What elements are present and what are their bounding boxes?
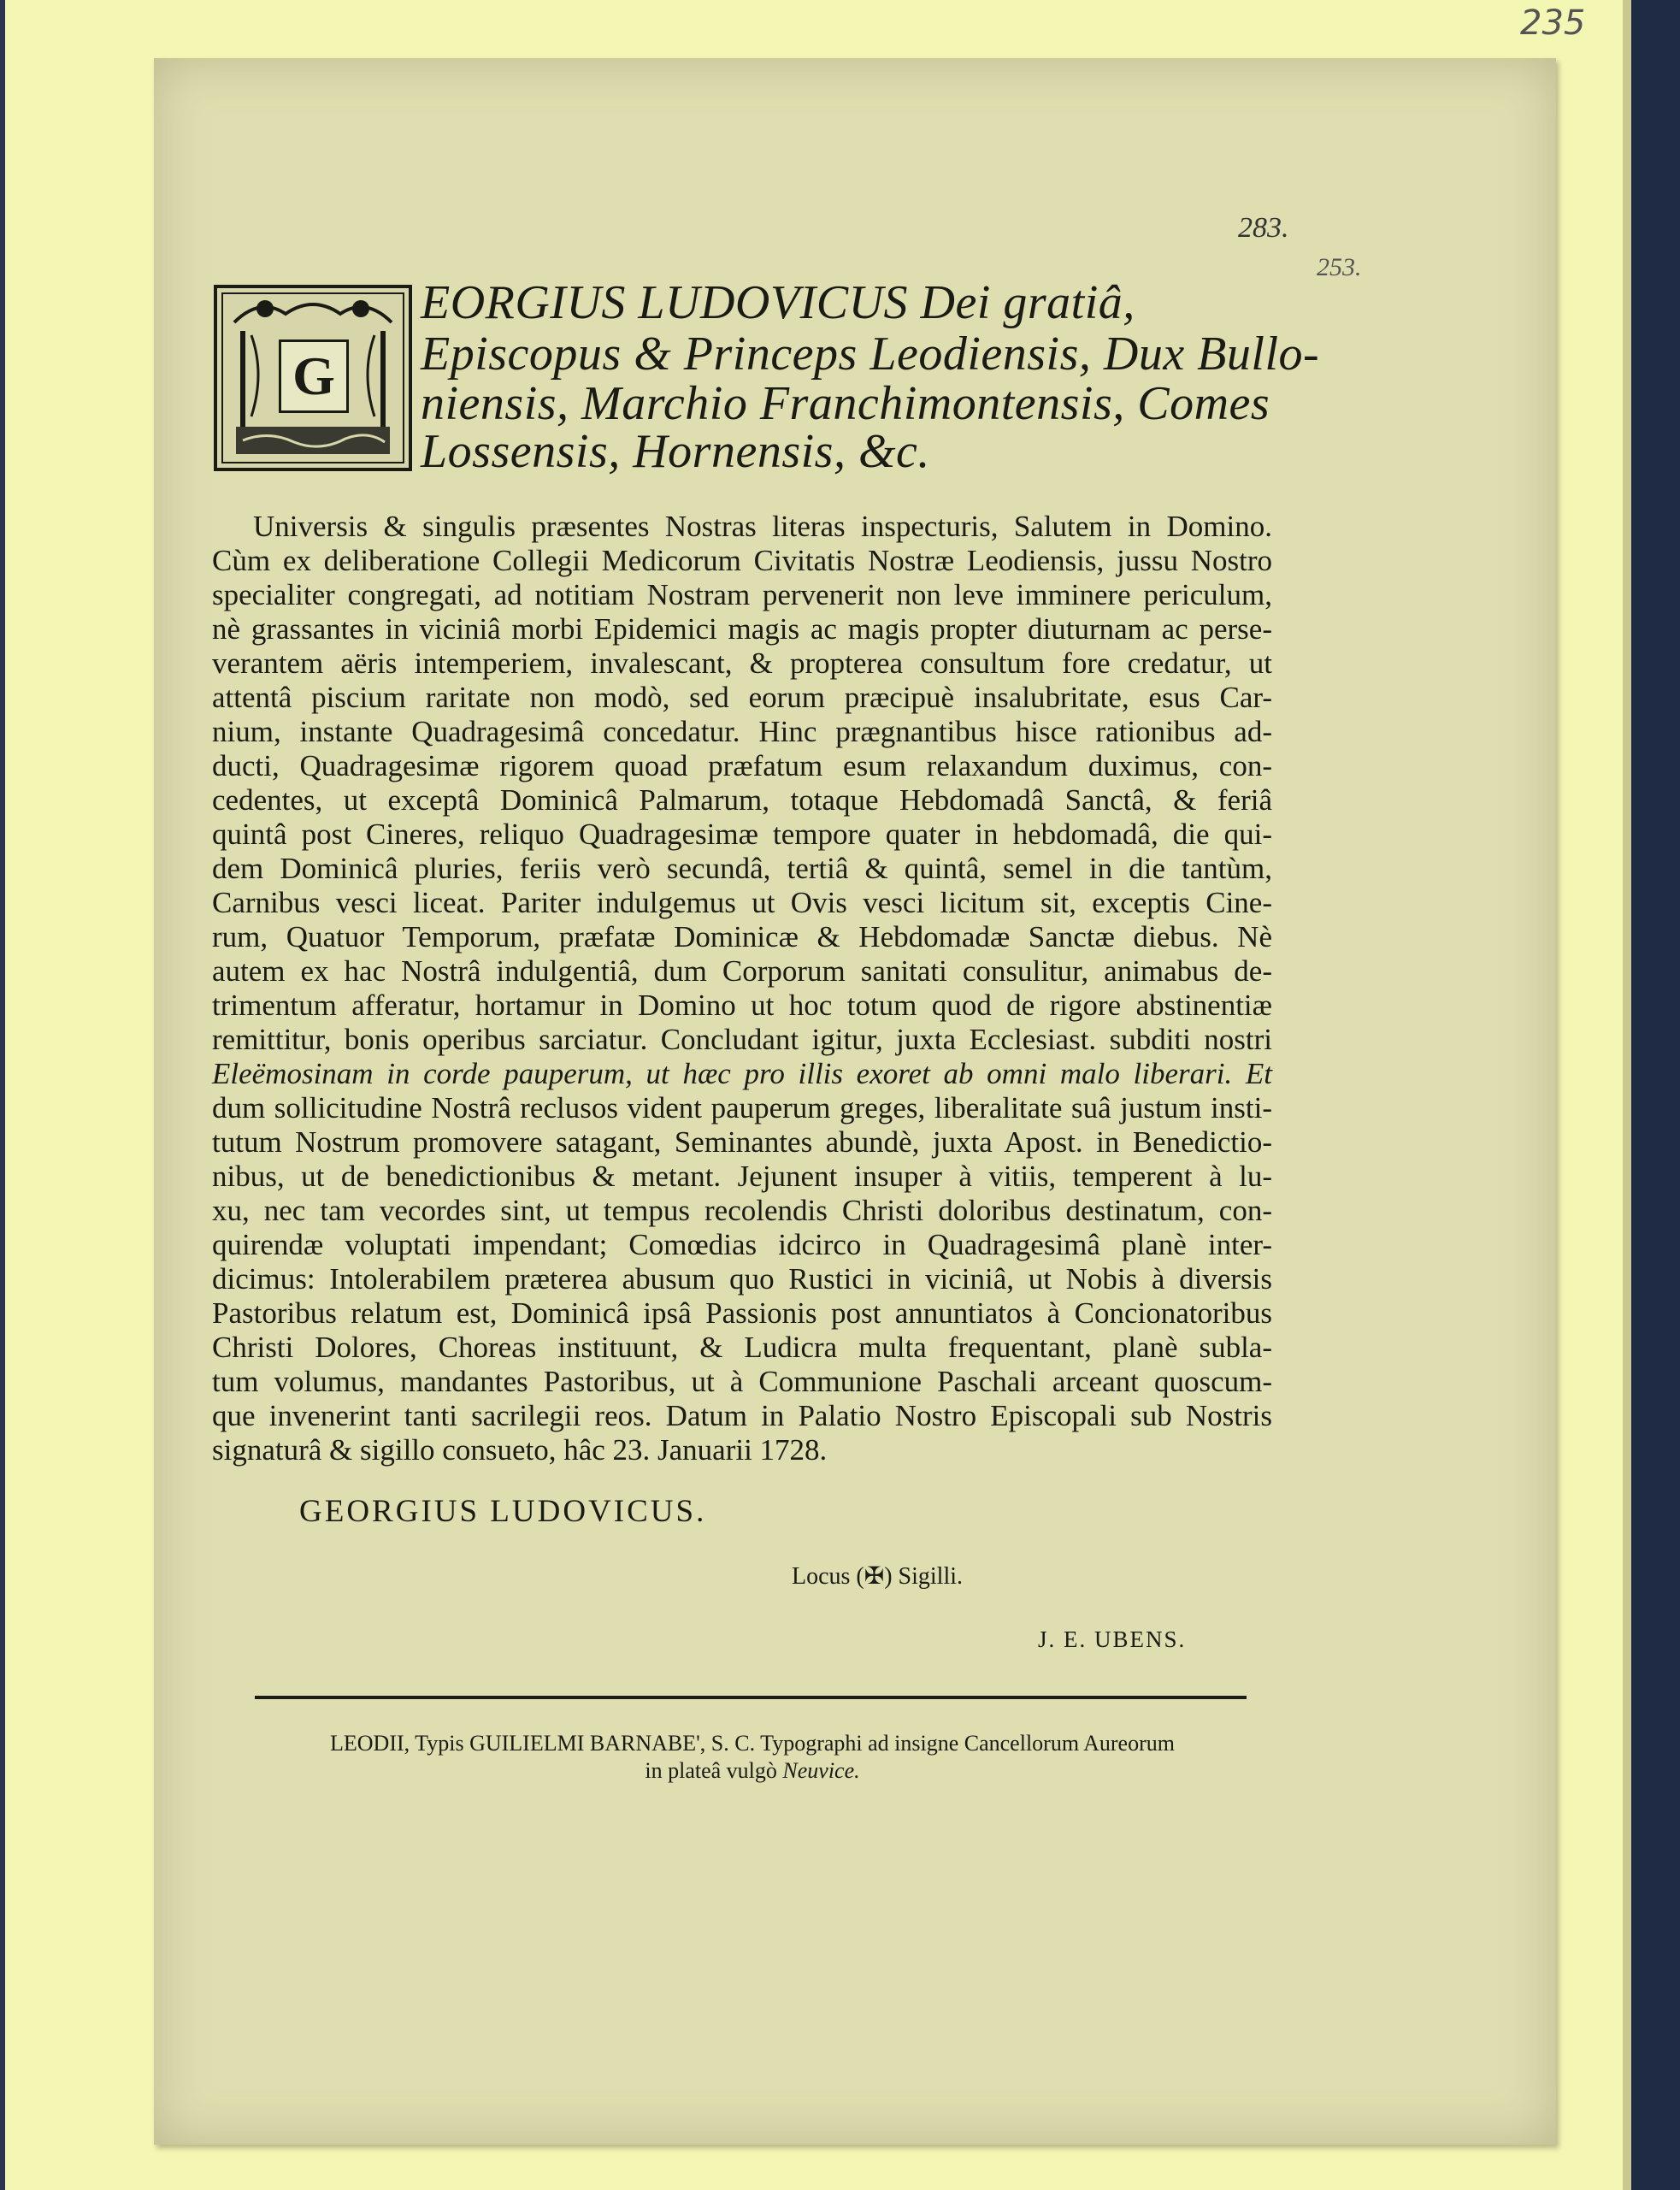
body-line: Cùm ex deliberatione Collegii Medicorum Civitatis Nostræ Leodiensis, jussu Nostro (212, 544, 1272, 577)
body-line: que invenerint tanti sacrilegii reos. Datum in Palatio Nostro Episcopali sub Nostris (212, 1399, 1272, 1432)
seal-placeholder: Locus (✠) Sigilli. (792, 1563, 964, 1590)
body-line: Christi Dolores, Choreas instituunt, & Ludicra multa frequentant, planè subla- (212, 1331, 1272, 1364)
folio-number: 235 (1520, 3, 1586, 43)
title-line: EORGIUS LUDOVICUS Dei gratiâ, (421, 276, 1135, 329)
title-line: Episcopus & Princeps Leodiensis, Dux Bullo- (421, 328, 1320, 381)
body-line: rum, Quatuor Temporum, præfatæ Dominicæ & Hebdomadæ Sanctæ diebus. Nè (212, 920, 1272, 953)
body-line: attentâ piscium raritate non modò, sed eorum præcipuè insalubritate, esus Car- (212, 681, 1272, 714)
body-line: nè grassantes in viciniâ morbi Epidemici magis ac magis propter diuturnam ac perse- (212, 612, 1272, 646)
body-line: xu, nec tam vecordes sint, ut tempus recolendis Christi doloribus destinatum, con- (212, 1194, 1272, 1227)
body-line: Pastoribus relatum est, Dominicâ ipsâ Passionis post annuntiatos à Concionatoribus (212, 1296, 1272, 1330)
title-line: niensis, Marchio Franchimontensis, Comes (421, 377, 1270, 430)
body-line: cedentes, ut exceptâ Dominicâ Palmarum, totaque Hebdomadâ Sanctâ, & feriâ (212, 783, 1272, 817)
body-line: ducti, Quadragesimæ rigorem quoad præfatum esum relaxandum duximus, con- (212, 749, 1272, 782)
imprint-prefix: in plateâ vulgò (645, 1758, 777, 1783)
body-line: quirendæ voluptati impendant; Comœdias idcirco in Quadragesimâ planè inter- (212, 1228, 1272, 1261)
printer-imprint: LEODII, Typis GUILIELMI BARNABE', S. C. Typographi ad insigne Cancellorum Aureorum (330, 1731, 1175, 1756)
body-line: specialiter congregati, ad notitiam Nostram pervenerit non leve imminere periculum, (212, 578, 1272, 611)
body-line: tutum Nostrum promovere satagant, Seminantes abundè, juxta Apost. in Benedictio- (212, 1125, 1272, 1159)
body-line: verantem aëris intemperiem, invalescant, & propterea consultum fore credatur, ut (212, 646, 1272, 680)
body-line: remittitur, bonis operibus sarciatur. Concludant igitur, juxta Ecclesiast. subditi nostri (212, 1023, 1272, 1056)
body-line: Universis & singulis præsentes Nostras literas inspecturis, Salutem in Domino. (253, 510, 1272, 543)
printer-imprint-address (256, 1758, 1248, 1784)
mount-left-edge (0, 0, 5, 2190)
page-number-new: 253. (1317, 253, 1362, 281)
signature-name: GEORGIUS LUDOVICUS. (299, 1494, 707, 1529)
body-line: tum volumus, mandantes Pastoribus, ut à Communione Paschali arceant quoscum- (212, 1365, 1272, 1398)
body-line: nium, instante Quadragesimâ concedatur. Hinc prægnantibus hisce rationibus ad- (212, 715, 1272, 748)
body-line: autem ex hac Nostrâ indulgentiâ, dum Corporum sanitati consulitur, animabus de- (212, 954, 1272, 988)
body-line-date: signaturâ & sigillo consueto, hâc 23. Januarii 1728. (212, 1433, 828, 1467)
decorated-initial (214, 285, 412, 471)
body-line: Carnibus vesci liceat. Pariter indulgemus ut Ovis vesci licitum sit, exceptis Cine- (212, 886, 1272, 919)
countersignature: J. E. UBENS. (1038, 1626, 1187, 1652)
divider-rule (255, 1696, 1247, 1699)
body-line-italic: Eleëmosinam in corde pauperum, ut hæc pro illis exoret ab omni malo liberari. Et (212, 1057, 1272, 1090)
body-line: dem Dominicâ pluries, feriis verò secundâ, tertiâ & quintâ, semel in die tantùm, (212, 852, 1272, 885)
page-number-old: 283. (1238, 212, 1289, 244)
imprint-place: Neuvice. (782, 1758, 860, 1783)
initial-letter: G (279, 339, 349, 413)
body-line: nibus, ut de benedictionibus & metant. Jejunent insuper à vitiis, temperent à lu- (212, 1160, 1272, 1193)
mount-right-edge (1631, 0, 1680, 2190)
body-line: quintâ post Cineres, reliquo Quadragesimæ tempore quater in hebdomadâ, die qui- (212, 818, 1272, 851)
title-line: Lossensis, Hornensis, &c. (421, 425, 930, 478)
body-line: dum sollicitudine Nostrâ reclusos vident pauperum greges, liberalitate suâ justum insti- (212, 1091, 1272, 1125)
body-line: trimentum afferatur, hortamur in Domino ut hoc totum quod de rigore abstinentiæ (212, 989, 1272, 1022)
body-line: dicimus: Intolerabilem præterea abusum quo Rustici in viciniâ, ut Nobis à diversis (212, 1262, 1272, 1296)
